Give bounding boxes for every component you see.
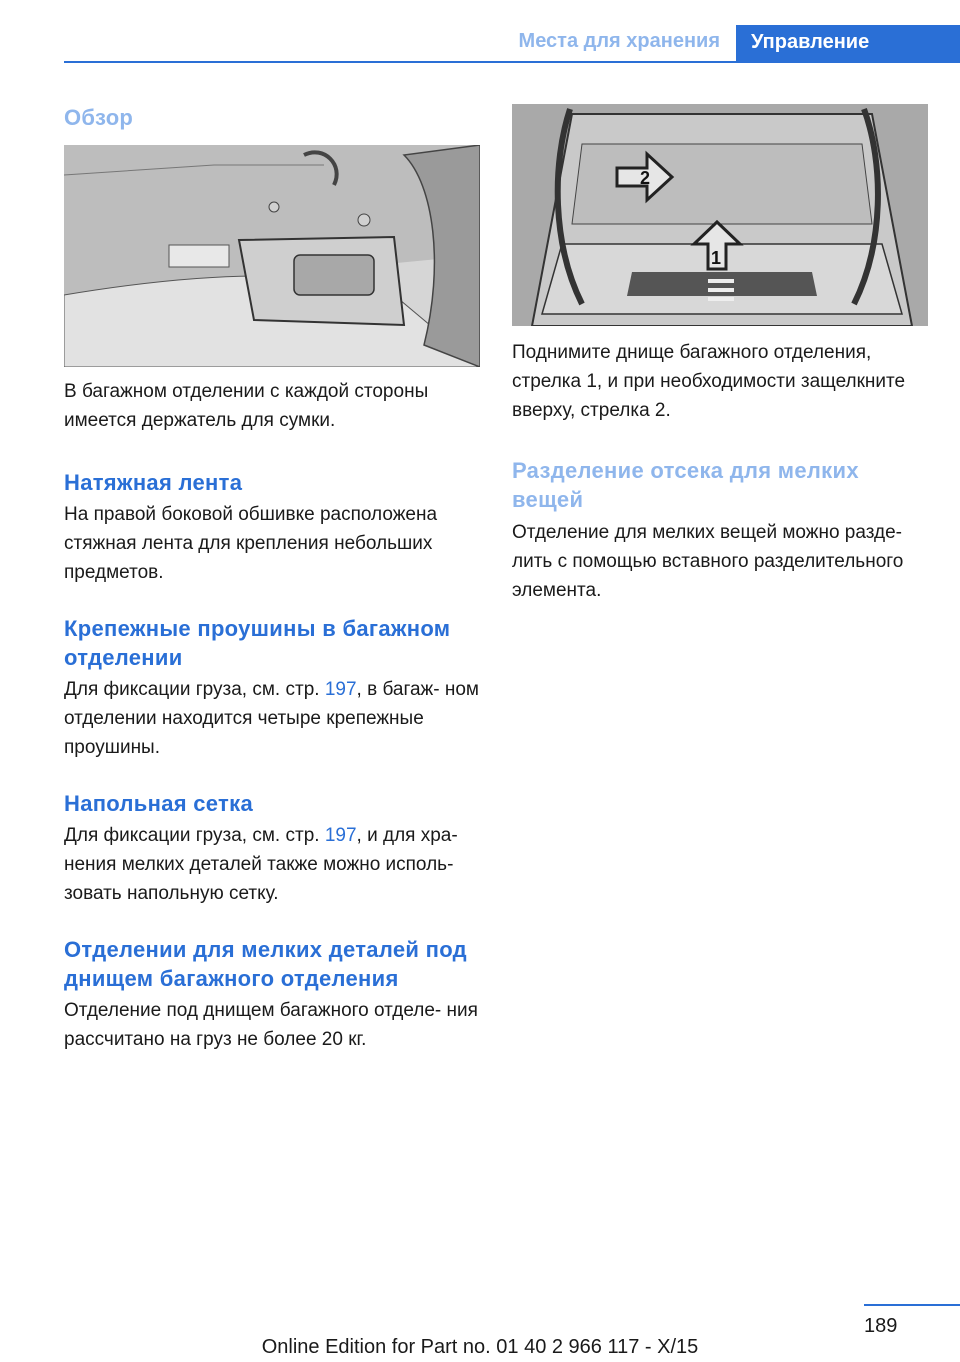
arrow-label-2: 2 bbox=[640, 168, 651, 188]
trunk-side-illustration bbox=[64, 145, 480, 367]
trunk-floor-illustration bbox=[512, 104, 928, 326]
eyes-text-before: Для фиксации груза, см. стр. bbox=[64, 679, 320, 700]
divider-text: Отделение для мелких вещей можно разде- лить с помощью вставного разделительного элемента. bbox=[512, 522, 904, 601]
header-chapter-tab: Управление bbox=[736, 25, 960, 63]
eyes-heading: Крепежные проушины в багажном отделении bbox=[64, 616, 451, 670]
overview-heading: Обзор bbox=[64, 105, 134, 130]
net-text-before: Для фиксации груза, см. стр. bbox=[64, 825, 320, 846]
net-text bbox=[64, 821, 482, 908]
edition-footer: Online Edition for Part no. 01 40 2 966 117 - X/15 bbox=[261, 1336, 699, 1358]
lift-floor-text: Поднимите днище багажного отделения, стрелка 1, и при необходимости защелкните вверху, стрелка 2. bbox=[512, 342, 906, 421]
arrow-label-1: 1 bbox=[711, 248, 722, 268]
under-floor-text: Отделение под днищем багажного отделе- ния рассчитано на груз не более 20 кг. bbox=[64, 1000, 478, 1050]
eyes-text-after: , в багаж- ном отделении находится четыре крепежные проушины. bbox=[64, 679, 479, 758]
page-number: 189 bbox=[864, 1315, 898, 1337]
net-text-after: , и для хра- нения мелких деталей также можно исполь- зовать напольную сетку. bbox=[64, 825, 458, 904]
footer-rule bbox=[864, 1304, 960, 1306]
under-floor-heading: Отделении для мелких деталей под днищем багажного отделения bbox=[64, 937, 467, 991]
eyes-page-link[interactable]: 197 bbox=[324, 679, 357, 700]
strap-heading: Натяжная лента bbox=[64, 470, 243, 495]
header-section-title: Места для хранения bbox=[518, 30, 720, 52]
divider-heading: Разделение отсека для мелких вещей bbox=[512, 458, 859, 512]
eyes-text bbox=[64, 675, 482, 762]
net-heading: Напольная сетка bbox=[64, 791, 253, 816]
net-page-link[interactable]: 197 bbox=[324, 825, 357, 846]
left-column bbox=[64, 100, 482, 1054]
right-column bbox=[512, 104, 928, 605]
strap-text: На правой боковой обшивке расположена стяжная лента для крепления небольших предметов. bbox=[64, 504, 438, 583]
overview-text: В багажном отделении с каждой стороны имеется держатель для сумки. bbox=[64, 381, 429, 431]
